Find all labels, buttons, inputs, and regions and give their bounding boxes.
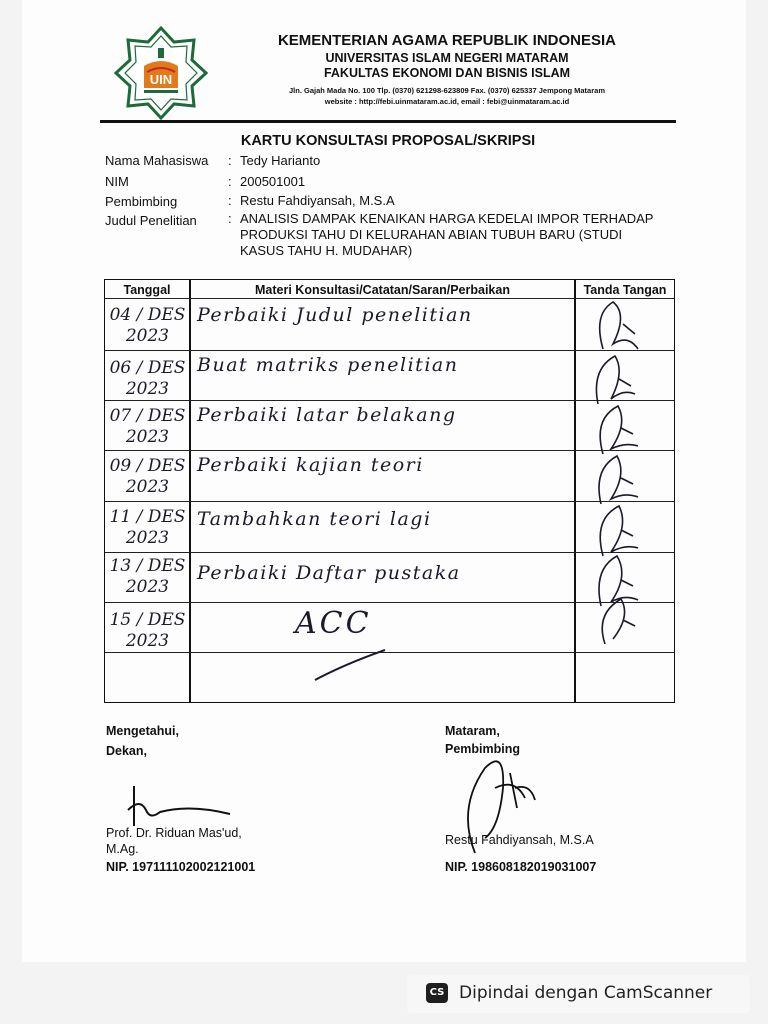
column-divider [574, 280, 576, 702]
dean-signature [120, 780, 240, 832]
table-row-note: Tambahkan teori lagi [197, 508, 432, 530]
table-row-date: 09 / DES 2023 [109, 456, 186, 497]
advisor-signature-marks [583, 294, 663, 644]
advisor-name: Restu Fahdiyansah, M.S.A [240, 193, 395, 208]
address-line: Jln. Gajah Mada No. 100 Tlp. (0370) 621298-623809 Fax. (0370) 625337 Jempong Mataram [289, 86, 605, 95]
table-row-date: 11 / DES 2023 [109, 507, 186, 548]
table-row-note-acc: ACC [295, 606, 372, 641]
nim-separator: : [228, 174, 232, 189]
name-label: Nama Mahasiswa [105, 153, 209, 168]
dean-degree: M.Ag. [106, 842, 139, 856]
camscanner-watermark [407, 975, 750, 1013]
table-row-note: Perbaiki kajian teori [197, 454, 424, 476]
document-title: KARTU KONSULTASI PROPOSAL/SKRIPSI [240, 133, 536, 149]
ministry-name: KEMENTERIAN AGAMA REPUBLIK INDONESIA [277, 32, 617, 49]
consultation-table [104, 279, 675, 703]
acknowledged-label: Mengetahui, [106, 724, 179, 738]
table-row-note: Perbaiki Daftar pustaka [197, 562, 461, 584]
table-row-date: 15 / DES 2023 [109, 610, 186, 651]
table-row-date: 06 / DES 2023 [109, 358, 186, 399]
research-title-label: Judul Penelitian [105, 213, 197, 228]
university-logo [114, 26, 208, 120]
website-line: website : http://febi.uinmataram.ac.id, email : febi@uinmataram.ac.id [324, 97, 570, 106]
student-nim: 200501001 [240, 174, 306, 189]
dean-nip: NIP. 197111102002121001 [106, 860, 256, 874]
advisor-role-label: Pembimbing [445, 742, 521, 756]
camscanner-label: Dipindai dengan CamScanner [459, 983, 713, 1003]
table-row-date: 07 / DES 2023 [109, 406, 186, 447]
table-row-note: Buat matriks penelitian [197, 354, 459, 376]
acc-underline [305, 644, 395, 684]
advisor-separator: : [228, 193, 232, 208]
nim-label: NIM [105, 174, 129, 189]
dean-label: Dekan, [106, 744, 147, 758]
advisor-nip: NIP. 198608182019031007 [445, 860, 597, 874]
header-date: Tanggal [123, 283, 171, 297]
university-name: UNIVERSITAS ISLAM NEGERI MATARAM [325, 51, 569, 65]
table-row-date: 04 / DES 2023 [109, 305, 186, 346]
header-notes: Materi Konsultasi/Catatan/Saran/Perbaikan [255, 283, 510, 297]
dean-name: Prof. Dr. Riduan Mas'ud, [106, 826, 242, 840]
place-label: Mataram, [445, 724, 500, 738]
table-row-date: 13 / DES 2023 [109, 556, 186, 597]
advisor-label: Pembimbing [105, 194, 178, 209]
research-title: ANALISIS DAMPAK KENAIKAN HARGA KEDELAI IMPOR TERHADAP PRODUKSI TAHU DI KELURAHAN ABIAN TUBUH BARU (STUDI KASUS TAHU H. MUDAHAR) [240, 211, 654, 258]
table-row-note: Perbaiki latar belakang [197, 404, 457, 426]
advisor-footer-name: Restu Fahdiyansah, M.S.A [445, 833, 594, 847]
camscanner-icon: CS [426, 983, 448, 1003]
header-rule [100, 120, 676, 123]
logo-text: UIN [149, 72, 173, 87]
table-row-note: Perbaiki Judul penelitian [197, 304, 473, 326]
name-separator: : [228, 153, 232, 168]
faculty-name: FAKULTAS EKONOMI DAN BISNIS ISLAM [323, 66, 571, 80]
research-title-separator: : [228, 211, 232, 226]
student-name: Tedy Harianto [240, 153, 321, 168]
header-signature: Tanda Tangan [583, 283, 667, 297]
